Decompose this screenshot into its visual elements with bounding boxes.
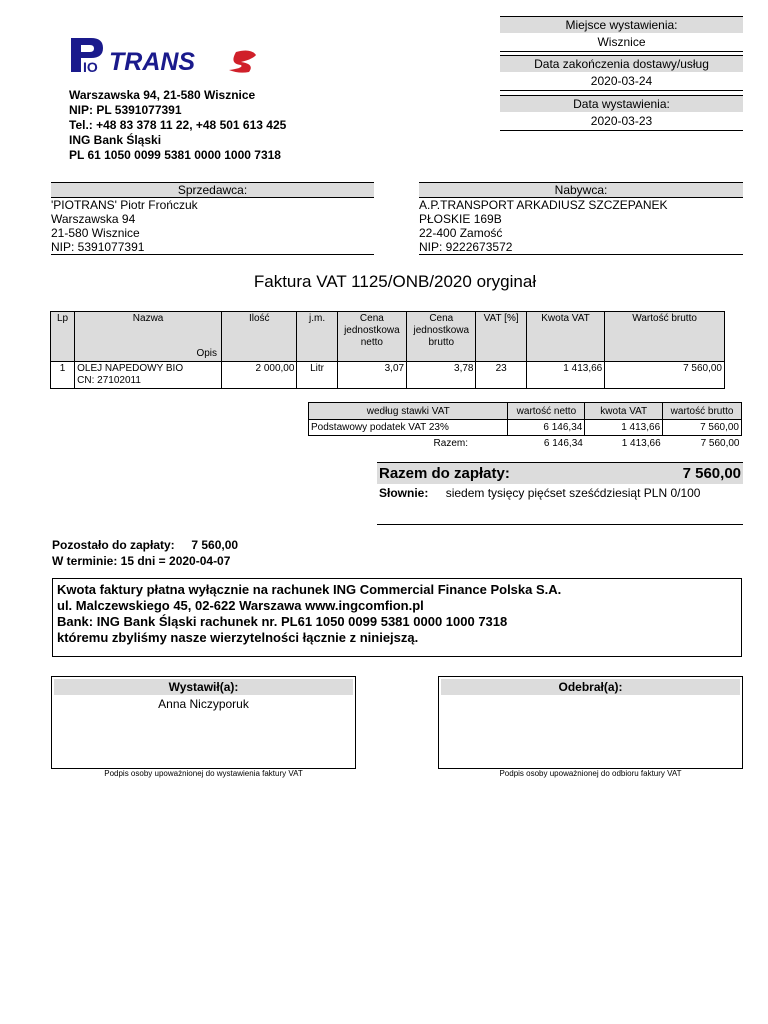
buyer-label: Nabywca: [419, 182, 743, 198]
vat-rate: Podstawowy podatek VAT 23% [309, 420, 508, 436]
table-row [309, 420, 742, 436]
cell-name [75, 362, 222, 389]
company-info [69, 88, 286, 163]
cell-vat: 23 [476, 362, 526, 389]
notice-line-1: Kwota faktury płatna wyłącznie na rachunek ING Commercial Finance Polska S.A. [57, 582, 562, 597]
company-bank: ING Bank Śląski [69, 133, 162, 147]
vat-gross: 7 560,00 [663, 420, 742, 436]
issue-date-label: Data wystawienia: [500, 95, 743, 112]
vat-header-gross: wartość brutto [663, 403, 742, 420]
delivery-date-box [500, 55, 743, 91]
total-label: Razem do zapłaty: [379, 465, 510, 482]
buyer-box [419, 182, 743, 255]
issuer-name: Anna Niczyporuk [158, 697, 249, 711]
issuer-caption: Podpis osoby upoważnionej do wystawienia faktury VAT [104, 769, 303, 778]
words-label: Słownie: [379, 486, 429, 500]
payment-summary [377, 462, 743, 525]
header-unit: j.m. [297, 312, 337, 362]
table-row [51, 362, 725, 389]
seller-nip: NIP: 5391077391 [51, 240, 145, 254]
company-logo [69, 28, 264, 80]
vat-header-net: wartość netto [508, 403, 585, 420]
buyer-city: 22-400 Zamość [419, 226, 503, 240]
payment-notice [52, 578, 742, 657]
cell-gross-price: 3,78 [407, 362, 476, 389]
cell-unit: Litr [297, 362, 337, 389]
delivery-date-label: Data zakończenia dostawy/usług [500, 55, 743, 72]
buyer-nip: NIP: 9222673572 [419, 240, 513, 254]
cell-gross-value: 7 560,00 [605, 362, 725, 389]
vat-amount: 1 413,66 [585, 420, 663, 436]
buyer-street: PŁOSKIE 169B [419, 212, 502, 226]
notice-line-3: Bank: ING Bank Śląski rachunek nr. PL61 1050 0099 5381 0000 1000 7318 [57, 614, 508, 629]
company-address: Warszawska 94, 21-580 Wisznice [69, 88, 256, 102]
company-nip: NIP: PL 5391077391 [69, 103, 182, 117]
item-name: OLEJ NAPEDOWY BIO [77, 363, 184, 374]
vat-total-row [309, 436, 742, 452]
svg-text:TRANS: TRANS [109, 48, 196, 76]
notice-line-2: ul. Malczewskiego 45, 02-622 Warszawa www.ingcomfion.pl [57, 598, 424, 613]
items-table [50, 311, 725, 389]
seller-name: 'PIOTRANS' Piotr Frończuk [51, 198, 198, 212]
header-name-label: Nazwa [132, 313, 164, 324]
header-lp: Lp [51, 312, 75, 362]
words-value: siedem tysięcy pięćset sześćdziesiąt PLN 0/100 [445, 486, 701, 500]
issuer-label: Wystawił(a): [54, 679, 353, 695]
vat-total-label: Razem: [433, 438, 468, 449]
vat-net: 6 146,34 [508, 420, 585, 436]
seller-box [51, 182, 374, 255]
header-gross-price: Cena jednostkowa brutto [407, 312, 476, 362]
header-net-price: Cena jednostkowa netto [337, 312, 406, 362]
issuer-signature-box [51, 676, 356, 769]
receiver-signature-box [438, 676, 743, 769]
svg-text:IO: IO [83, 59, 98, 75]
header-name [75, 312, 222, 362]
payment-term: W terminie: 15 dni = 2020-04-07 [52, 554, 231, 568]
payment-divider [377, 502, 743, 525]
seller-street: Warszawska 94 [51, 212, 136, 226]
cell-vat-amount: 1 413,66 [526, 362, 604, 389]
invoice-title: Faktura VAT 1125/ONB/2020 oryginał [253, 272, 537, 291]
company-account: PL 61 1050 0099 5381 0000 1000 7318 [69, 148, 281, 162]
company-phone: Tel.: +48 83 378 11 22, +48 501 613 425 [69, 118, 287, 132]
header-gross-value: Wartość brutto [605, 312, 725, 362]
remaining-amount: Pozostało do zapłaty: 7 560,00 [52, 538, 239, 552]
seller-city: 21-580 Wisznice [51, 226, 140, 240]
vat-total-gross: 7 560,00 [700, 438, 740, 449]
delivery-date-value: 2020-03-24 [500, 72, 743, 91]
place-value: Wisznice [500, 33, 743, 52]
place-box [500, 16, 743, 52]
remaining-payment [52, 537, 238, 569]
buyer-name: A.P.TRANSPORT ARKADIUSZ SZCZEPANEK [419, 198, 668, 212]
issue-date-box [500, 95, 743, 131]
vat-total-net: 6 146,34 [543, 438, 583, 449]
place-label: Miejsce wystawienia: [500, 16, 743, 33]
header-desc-label: Opis [196, 348, 217, 359]
vat-header-rate: według stawki VAT [309, 403, 508, 420]
seller-label: Sprzedawca: [51, 182, 374, 198]
header-vat-amount: Kwota VAT [526, 312, 604, 362]
cell-qty: 2 000,00 [222, 362, 297, 389]
receiver-caption: Podpis osoby upoważnionej do odbioru faktury VAT [499, 769, 682, 778]
issue-date-value: 2020-03-23 [500, 112, 743, 131]
cell-net-price: 3,07 [337, 362, 406, 389]
vat-total-vat: 1 413,66 [621, 438, 661, 449]
notice-line-4: któremu zbyliśmy nasze wierzytelności łącznie z niniejszą. [57, 630, 419, 645]
receiver-label: Odebrał(a): [441, 679, 740, 695]
header-vat: VAT [%] [476, 312, 526, 362]
vat-summary-table [308, 402, 742, 451]
item-cn: CN: 27102011 [77, 375, 141, 386]
total-value: 7 560,00 [682, 465, 741, 482]
cell-lp: 1 [51, 362, 75, 389]
header-qty: Ilość [222, 312, 297, 362]
vat-header-vat: kwota VAT [585, 403, 663, 420]
